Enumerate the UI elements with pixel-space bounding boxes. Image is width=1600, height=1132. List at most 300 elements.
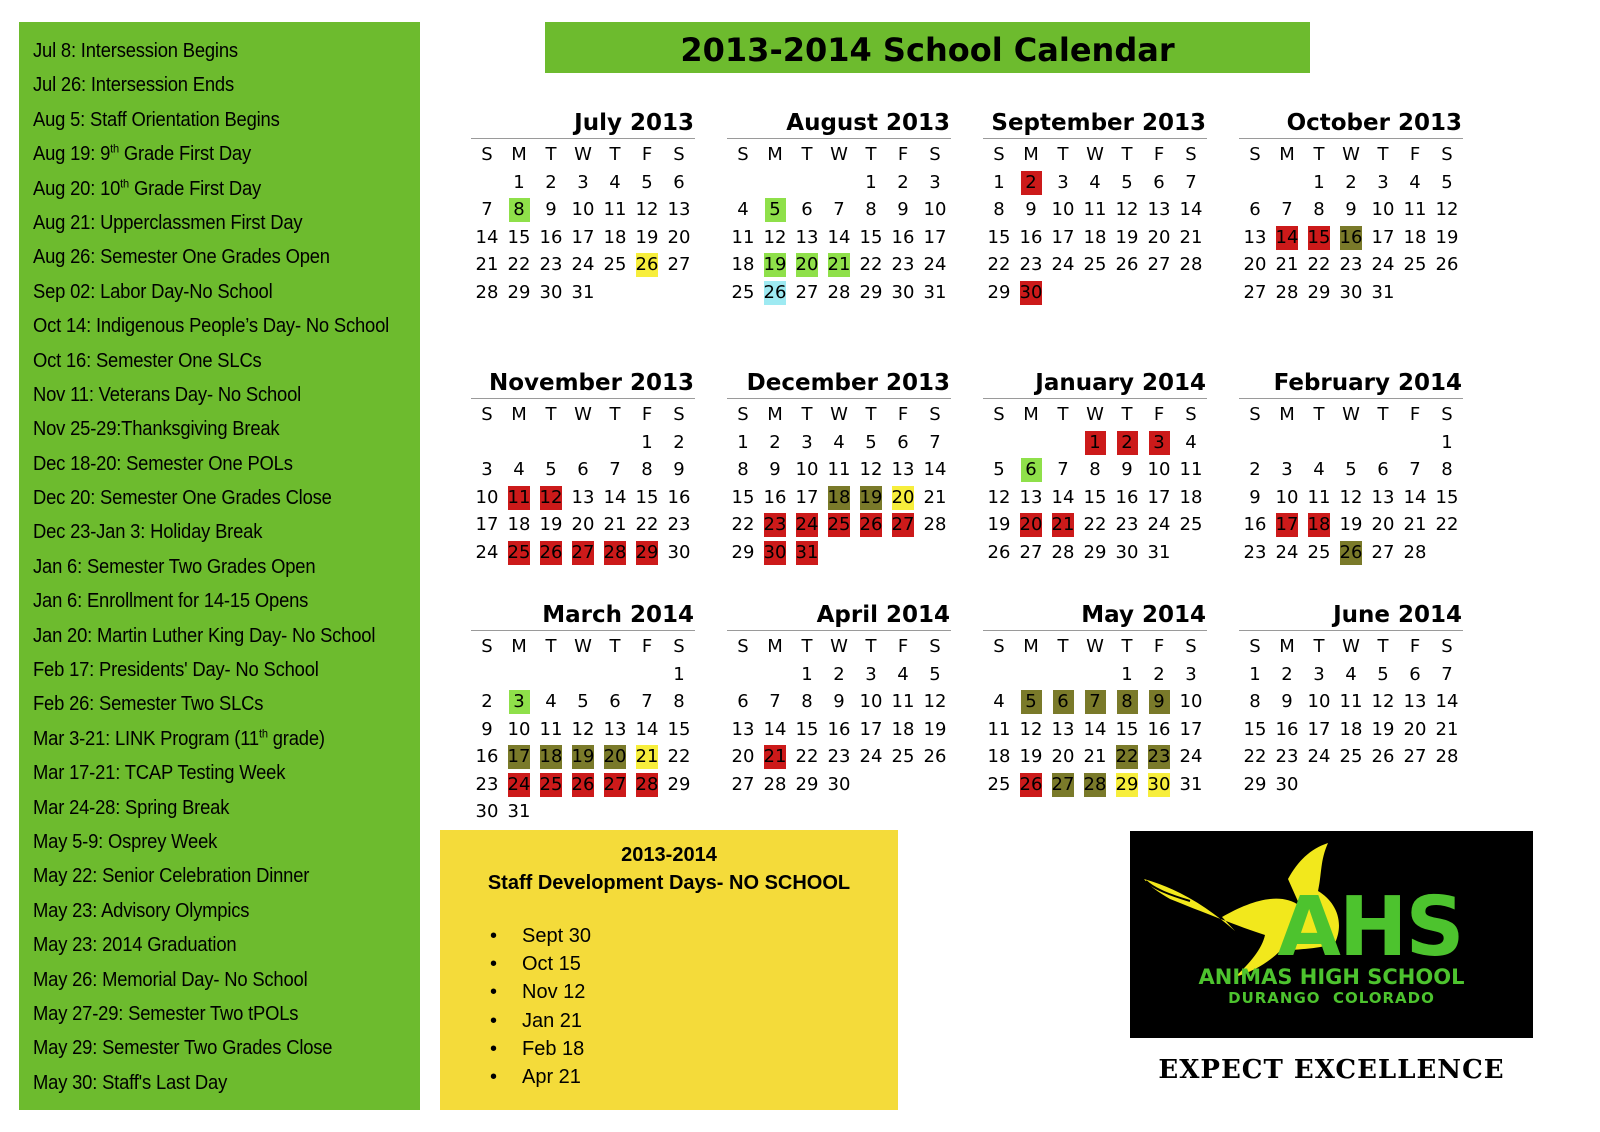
weekday-header: F — [1153, 144, 1165, 165]
highlighted-day: 26 — [635, 254, 659, 275]
weekday-header: S — [1185, 636, 1197, 657]
highlighted-day: 26 — [763, 281, 787, 303]
month-grid — [471, 633, 695, 826]
calendar-day: 7 — [929, 431, 941, 453]
weekday-header: S — [737, 144, 749, 165]
calendar-day: 17 — [475, 514, 499, 535]
calendar-day: 18 — [1179, 486, 1203, 508]
calendar-day: 29 — [1083, 541, 1107, 563]
calendar-day: 15 — [859, 226, 883, 248]
event-text: May 30: Staff's Last Day — [33, 1071, 228, 1094]
empty-day — [599, 661, 631, 689]
calendar-day: 6 — [1377, 459, 1389, 480]
calendar-day: 5 — [1121, 171, 1133, 193]
calendar-day: 11 — [891, 691, 915, 712]
calendar-day — [1015, 456, 1047, 484]
calendar-day: 16 — [1275, 718, 1299, 740]
calendar-day: 16 — [539, 226, 563, 248]
calendar-day: 9 — [673, 459, 685, 480]
weekday-header: T — [1121, 144, 1133, 165]
calendar-day — [631, 539, 663, 567]
calendar-day: 24 — [859, 746, 883, 767]
highlighted-day: 14 — [1275, 226, 1299, 248]
month-calendar — [471, 108, 695, 306]
month-calendar — [727, 368, 951, 566]
calendar-day: 3 — [1057, 171, 1069, 193]
calendar-day: 10 — [795, 459, 819, 480]
calendar-day: 24 — [1307, 746, 1331, 767]
calendar-day — [535, 539, 567, 567]
weekday-header: T — [545, 636, 557, 657]
month-grid — [1239, 401, 1463, 566]
calendar-day: 28 — [1179, 254, 1203, 275]
event-item — [33, 240, 389, 274]
calendar-day: 28 — [1275, 281, 1299, 303]
highlighted-day: 19 — [571, 746, 595, 767]
weekday-header: T — [545, 404, 557, 425]
calendar-day — [1143, 743, 1175, 771]
calendar-day: 9 — [545, 199, 557, 220]
calendar-day: 22 — [1083, 514, 1107, 535]
calendar-day — [1143, 771, 1175, 799]
empty-day — [791, 169, 823, 197]
calendar-day: 19 — [987, 514, 1011, 535]
month-calendar — [983, 368, 1207, 566]
calendar-day: 15 — [667, 718, 691, 740]
weekday-header: S — [481, 404, 493, 425]
calendar-day: 3 — [1281, 459, 1293, 480]
staff-day-date: Apr 21 — [522, 1065, 581, 1088]
highlighted-day: 29 — [1115, 773, 1139, 795]
calendar-day — [1111, 743, 1143, 771]
calendar-day — [1335, 224, 1367, 252]
calendar-day: 1 — [801, 663, 813, 685]
month-title: May 2014 — [983, 600, 1207, 631]
calendar-day: 6 — [1249, 199, 1261, 220]
calendar-day: 27 — [1403, 746, 1427, 767]
calendar-day: 30 — [539, 281, 563, 303]
weekday-header: W — [574, 144, 592, 165]
calendar-day: 7 — [1057, 459, 1069, 480]
calendar-day: 25 — [1179, 514, 1203, 535]
weekday-header: S — [993, 404, 1005, 425]
highlighted-day: 18 — [539, 746, 563, 767]
calendar-day — [599, 743, 631, 771]
highlighted-day: 17 — [507, 746, 531, 767]
calendar-day: 12 — [1371, 691, 1395, 712]
calendar-day: 15 — [795, 718, 819, 740]
weekday-header: T — [801, 404, 813, 425]
calendar-day: 13 — [1371, 486, 1395, 508]
calendar-day: 11 — [731, 226, 755, 248]
calendar-day: 26 — [923, 746, 947, 767]
event-item — [33, 137, 389, 171]
calendar-day: 22 — [1243, 746, 1267, 767]
calendar-day: 6 — [801, 199, 813, 220]
calendar-day: 10 — [571, 199, 595, 220]
calendar-day: 19 — [1435, 226, 1459, 248]
calendar-day: 1 — [513, 171, 525, 193]
event-text: Dec 18-20: Semester One POLs — [33, 452, 293, 475]
weekday-header: M — [767, 144, 783, 165]
calendar-day: 23 — [1243, 541, 1267, 563]
calendar-day: 24 — [1179, 746, 1203, 767]
calendar-day — [1015, 771, 1047, 799]
calendar-day: 8 — [641, 459, 653, 480]
calendar-day: 17 — [795, 486, 819, 508]
calendar-day: 14 — [635, 718, 659, 740]
weekday-header: S — [1185, 144, 1197, 165]
bullet-icon: • — [490, 1037, 498, 1060]
month-calendar — [727, 108, 951, 306]
highlighted-day: 15 — [1307, 226, 1331, 248]
weekday-header: M — [511, 144, 527, 165]
calendar-day — [1079, 688, 1111, 716]
weekday-header: M — [1279, 636, 1295, 657]
event-item — [33, 722, 389, 756]
month-grid — [727, 141, 951, 306]
empty-day — [1015, 429, 1047, 457]
calendar-day: 11 — [1339, 691, 1363, 712]
calendar-day: 8 — [673, 691, 685, 712]
weekday-header: S — [1249, 404, 1261, 425]
calendar-day: 4 — [609, 171, 621, 193]
empty-day — [1271, 429, 1303, 457]
calendar-day: 30 — [667, 541, 691, 563]
empty-day — [503, 429, 535, 457]
event-text: Jan 20: Martin Luther King Day- No School — [33, 624, 376, 647]
calendar-day: 31 — [923, 281, 947, 303]
calendar-day: 7 — [1441, 663, 1453, 685]
calendar-day: 1 — [641, 431, 653, 453]
calendar-day — [759, 511, 791, 539]
event-text: Feb 26: Semester Two SLCs — [33, 693, 264, 716]
calendar-day — [535, 743, 567, 771]
month-calendar — [1239, 368, 1463, 566]
calendar-day: 16 — [1147, 718, 1171, 740]
weekday-header: T — [1057, 144, 1069, 165]
weekday-header: T — [1121, 636, 1133, 657]
weekday-header: F — [641, 404, 653, 425]
calendar-day: 3 — [1377, 171, 1389, 193]
calendar-day: 21 — [923, 486, 947, 508]
calendar-day: 25 — [1083, 254, 1107, 275]
event-text: May 29: Semester Two Grades Close — [33, 1037, 333, 1060]
event-item — [33, 34, 389, 68]
calendar-day: 4 — [993, 691, 1005, 712]
highlighted-day: 21 — [635, 746, 659, 767]
calendar-day: 17 — [1307, 718, 1331, 740]
calendar-day: 27 — [1371, 541, 1395, 563]
calendar-day: 16 — [667, 486, 691, 508]
calendar-day: 19 — [1019, 746, 1043, 767]
calendar-day: 28 — [1051, 541, 1075, 563]
event-text: Mar 3-21: LINK Program (11 — [33, 727, 259, 750]
calendar-day — [1111, 688, 1143, 716]
highlighted-day: 26 — [1019, 773, 1043, 795]
month-grid — [727, 633, 951, 798]
calendar-day: 22 — [635, 514, 659, 535]
highlighted-day: 21 — [827, 254, 851, 275]
staff-day-date: Oct 15 — [522, 953, 581, 976]
calendar-day: 13 — [1147, 199, 1171, 220]
staff-day-item — [490, 1035, 591, 1063]
calendar-day: 12 — [1435, 199, 1459, 220]
calendar-day: 3 — [801, 431, 813, 453]
calendar-day: 2 — [1345, 171, 1357, 193]
event-item — [33, 653, 389, 687]
calendar-day: 8 — [1249, 691, 1261, 712]
calendar-day: 7 — [641, 691, 653, 712]
calendar-day: 18 — [1403, 226, 1427, 248]
weekday-header: M — [767, 404, 783, 425]
event-text: Aug 19: 9 — [33, 143, 111, 166]
calendar-day: 29 — [795, 773, 819, 795]
calendar-day: 15 — [1083, 486, 1107, 508]
calendar-day: 17 — [1051, 226, 1075, 248]
calendar-day — [887, 484, 919, 512]
highlighted-day: 26 — [539, 541, 563, 563]
weekday-header: F — [641, 144, 653, 165]
calendar-day — [503, 196, 535, 224]
calendar-day: 17 — [1179, 718, 1203, 740]
calendar-day: 15 — [1115, 718, 1139, 740]
calendar-day: 30 — [1275, 773, 1299, 795]
month-calendar — [1239, 600, 1463, 798]
calendar-day: 2 — [481, 691, 493, 712]
calendar-day: 11 — [603, 199, 627, 220]
month-calendar — [727, 600, 951, 798]
weekday-header: S — [737, 636, 749, 657]
calendar-day: 27 — [667, 254, 691, 275]
calendar-day: 11 — [1179, 459, 1203, 480]
calendar-day: 20 — [1371, 514, 1395, 535]
highlighted-day: 3 — [1149, 431, 1170, 455]
calendar-day: 10 — [1371, 199, 1395, 220]
calendar-day: 21 — [603, 514, 627, 535]
calendar-day: 1 — [993, 171, 1005, 193]
calendar-day: 10 — [507, 718, 531, 740]
event-text: Grade First Day — [129, 177, 262, 200]
calendar-day: 9 — [1121, 459, 1133, 480]
calendar-day — [535, 484, 567, 512]
calendar-day: 21 — [1179, 226, 1203, 248]
weekday-header: S — [929, 404, 941, 425]
calendar-day: 3 — [481, 459, 493, 480]
weekday-header: S — [929, 144, 941, 165]
month-title: December 2013 — [727, 368, 951, 399]
event-item — [33, 550, 389, 584]
calendar-day: 9 — [1281, 691, 1293, 712]
staff-day-date: Feb 18 — [522, 1037, 585, 1060]
calendar-day: 22 — [1435, 514, 1459, 535]
event-item — [33, 206, 389, 240]
empty-day — [599, 429, 631, 457]
calendar-day: 28 — [1435, 746, 1459, 767]
calendar-day: 26 — [1371, 746, 1395, 767]
empty-day — [1015, 661, 1047, 689]
calendar-day: 6 — [577, 459, 589, 480]
calendar-day: 1 — [865, 171, 877, 193]
calendar-day: 9 — [897, 199, 909, 220]
calendar-day: 14 — [475, 226, 499, 248]
highlighted-day: 9 — [1149, 690, 1170, 714]
calendar-day: 15 — [1435, 486, 1459, 508]
month-grid — [471, 401, 695, 566]
calendar-day — [791, 251, 823, 279]
weekday-header: S — [1441, 144, 1453, 165]
calendar-day: 22 — [667, 746, 691, 767]
staff-day-date: Sept 30 — [522, 925, 591, 947]
page-title: 2013-2014 School Calendar — [545, 22, 1310, 73]
event-item — [33, 447, 389, 481]
event-text: Jan 6: Enrollment for 14-15 Opens — [33, 590, 309, 613]
highlighted-day: 8 — [509, 198, 530, 222]
event-item — [33, 344, 389, 378]
highlighted-day: 6 — [1053, 690, 1074, 714]
calendar-day — [759, 251, 791, 279]
calendar-day: 5 — [993, 459, 1005, 480]
month-grid — [983, 141, 1207, 306]
event-item — [33, 584, 389, 618]
calendar-day: 28 — [827, 281, 851, 303]
calendar-day — [1079, 771, 1111, 799]
calendar-day: 4 — [833, 431, 845, 453]
calendar-day: 31 — [1371, 281, 1395, 303]
highlighted-day: 29 — [635, 541, 659, 563]
highlighted-day: 16 — [1339, 226, 1363, 248]
empty-day — [727, 661, 759, 689]
highlighted-day: 20 — [891, 486, 915, 508]
calendar-day: 5 — [865, 431, 877, 453]
event-ordinal-suffix: th — [258, 726, 268, 741]
calendar-day: 7 — [609, 459, 621, 480]
calendar-day: 9 — [1249, 486, 1261, 508]
calendar-day — [1335, 539, 1367, 567]
month-grid — [727, 401, 951, 566]
event-item — [33, 756, 389, 790]
month-title: October 2013 — [1239, 108, 1463, 139]
calendar-day — [631, 251, 663, 279]
calendar-day: 25 — [603, 254, 627, 275]
month-title: June 2014 — [1239, 600, 1463, 631]
calendar-day: 1 — [1313, 171, 1325, 193]
calendar-day: 13 — [1243, 226, 1267, 248]
calendar-day — [1047, 511, 1079, 539]
calendar-day — [1303, 224, 1335, 252]
event-text: May 22: Senior Celebration Dinner — [33, 865, 310, 888]
calendar-day: 28 — [763, 773, 787, 795]
month-title: November 2013 — [471, 368, 695, 399]
staff-day-item — [490, 1007, 591, 1035]
calendar-day: 3 — [929, 171, 941, 193]
staff-day-item — [490, 922, 591, 950]
event-item — [33, 1066, 389, 1100]
calendar-day: 27 — [795, 281, 819, 303]
highlighted-day: 28 — [1083, 773, 1107, 795]
highlighted-day: 21 — [1051, 514, 1075, 535]
calendar-day: 23 — [475, 773, 499, 795]
month-calendar — [1239, 108, 1463, 306]
month-grid — [471, 141, 695, 306]
highlighted-day: 12 — [539, 486, 563, 508]
calendar-day — [599, 539, 631, 567]
calendar-day: 4 — [1345, 663, 1357, 685]
calendar-day: 16 — [763, 486, 787, 508]
month-title: September 2013 — [983, 108, 1207, 139]
calendar-day: 15 — [731, 486, 755, 508]
highlighted-day: 17 — [1275, 514, 1299, 535]
calendar-day: 26 — [987, 541, 1011, 563]
event-text: Mar 17-21: TCAP Testing Week — [33, 762, 286, 785]
calendar-day: 9 — [1345, 199, 1357, 220]
weekday-header: W — [830, 404, 848, 425]
calendar-day: 21 — [1403, 514, 1427, 535]
weekday-header: S — [481, 144, 493, 165]
event-text: May 5-9: Osprey Week — [33, 830, 218, 853]
calendar-day: 23 — [539, 254, 563, 275]
weekday-header: S — [1441, 636, 1453, 657]
calendar-day: 11 — [1083, 199, 1107, 220]
weekday-header: M — [511, 404, 527, 425]
calendar-day: 11 — [827, 459, 851, 480]
calendar-day: 16 — [1115, 486, 1139, 508]
calendar-day: 16 — [475, 746, 499, 767]
calendar-day: 3 — [1313, 663, 1325, 685]
calendar-day: 31 — [507, 801, 531, 822]
calendar-day: 2 — [1153, 663, 1165, 685]
calendar-day: 13 — [667, 199, 691, 220]
highlighted-day: 22 — [1115, 746, 1139, 767]
calendar-day: 11 — [1403, 199, 1427, 220]
calendar-day: 8 — [1441, 459, 1453, 480]
weekday-header: S — [1249, 144, 1261, 165]
calendar-day: 18 — [507, 514, 531, 535]
weekday-header: T — [609, 144, 621, 165]
calendar-day: 7 — [833, 199, 845, 220]
event-text: May 27-29: Semester Two tPOLs — [33, 1002, 299, 1025]
event-ordinal-suffix: th — [110, 141, 119, 156]
highlighted-day: 25 — [827, 514, 851, 535]
highlighted-day: 3 — [509, 690, 530, 714]
event-item — [33, 412, 389, 446]
calendar-day: 23 — [891, 254, 915, 275]
calendar-day: 13 — [571, 486, 595, 508]
weekday-header: T — [1313, 404, 1325, 425]
event-text: grade) — [267, 727, 325, 750]
calendar-day — [1111, 771, 1143, 799]
empty-day — [1303, 429, 1335, 457]
staff-day-item — [490, 978, 591, 1006]
event-text: Jul 8: Intersession Begins — [33, 40, 238, 62]
calendar-day: 8 — [865, 199, 877, 220]
weekday-header: F — [897, 144, 909, 165]
highlighted-day: 27 — [891, 514, 915, 535]
calendar-day — [791, 511, 823, 539]
calendar-day: 12 — [1019, 718, 1043, 740]
calendar-day: 27 — [1243, 281, 1267, 303]
calendar-day — [791, 539, 823, 567]
weekday-header: W — [1342, 636, 1360, 657]
event-item — [33, 619, 389, 653]
highlighted-day: 30 — [1147, 773, 1171, 795]
calendar-day: 18 — [891, 718, 915, 740]
calendar-day: 26 — [1115, 254, 1139, 275]
month-title: April 2014 — [727, 600, 951, 631]
calendar-day: 31 — [1147, 541, 1171, 563]
weekday-header: S — [673, 636, 685, 657]
highlighted-day: 20 — [795, 254, 819, 275]
